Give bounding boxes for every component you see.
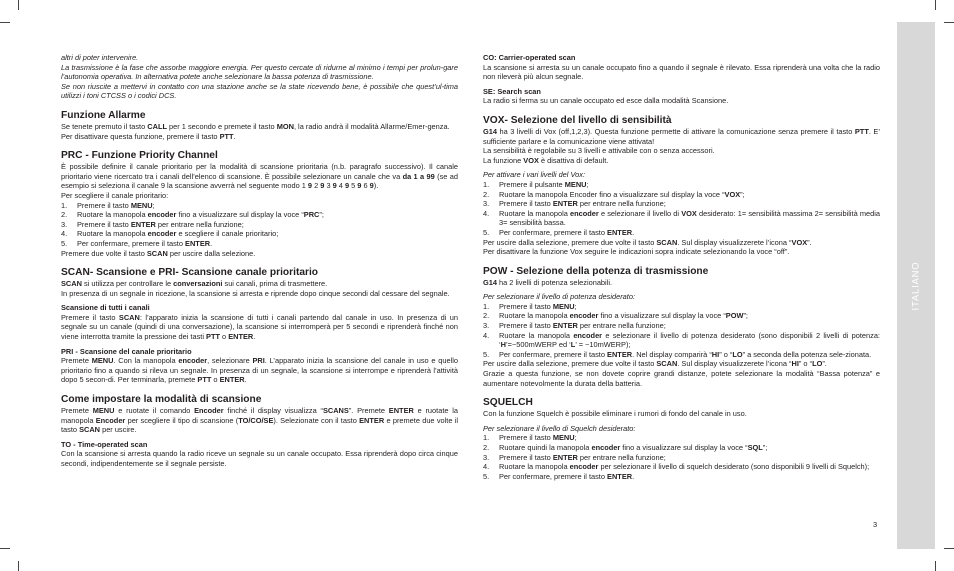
crop-mark	[18, 561, 19, 571]
section-title-pow: POW - Selezione della potenza di trasmissione	[483, 265, 709, 277]
list-item: 3. Premere il tasto ENTER per entrare nella funzione;	[483, 321, 666, 331]
list-item: 3. Premere il tasto ENTER per entrare nella funzione;	[483, 452, 666, 462]
alarm-paragraph: Se tenete premuto il tasto CALL per 1 secondo e premete il tasto MON, la radio andrà il modalità Allarme/Emer-genza.	[61, 121, 450, 131]
section-title-alarm: Funzione Allarme	[61, 109, 146, 121]
vox-paragraph: La funzione VOX è disattiva di default.	[483, 155, 609, 165]
subsection-title: SE: Search scan	[483, 86, 541, 96]
section-title-scan-mode: Come impostare la modalità di scansione	[61, 394, 262, 406]
list-item: 2. Ruotare la manopola encoder fino a visualizzare sul display la voce “PRC”;	[61, 210, 324, 220]
scan-paragraph: SCAN si utilizza per controllare le conversazioni sui canali, prima di trasmettere.	[61, 279, 328, 289]
crop-mark	[18, 0, 19, 10]
alarm-paragraph: Per disattivare questa funzione, premere il tasto PTT.	[61, 131, 236, 141]
section-title-scan: SCAN- Scansione e PRI- Scansione canale prioritario	[61, 267, 319, 279]
list-item: 3. Premere il tasto ENTER per entrare nella funzione;	[483, 199, 666, 209]
intro-paragraph: La trasmissione è la fase che assorbe maggiore energia. Per questo cercate di ridurne al minimo i tempi per prolun-gare l’autonomia operativa. In alternativa potete anche selezionare la bassa potenza di trasmissione.	[61, 62, 458, 82]
pow-exit: Per uscire dalla selezione, premere due volte il tasto SCAN. Sul display visualizzerete l’icona “HI” o “LO”.	[483, 359, 827, 369]
section-title-vox: VOX- Selezione del livello di sensibilità	[483, 114, 672, 126]
pow-lead: Per selezionare il livello di potenza desiderato:	[483, 292, 636, 302]
language-label: ITALIANO	[910, 261, 922, 310]
subsection-title: PRI - Scansione del canale prioritario	[61, 346, 192, 356]
list-item: 2. Ruotare quindi la manopola encoder fino a visualizzare sul display la voce “SQL”;	[483, 443, 768, 452]
list-item: 5. Per confermare, premere il tasto ENTER. Nel display comparirà “HI” o “LO” a seconda della potenza sele-zionata.	[483, 349, 872, 359]
list-item: 2. Ruotare la manopola Encoder fino a visualizzare sul display la voce “VOX”;	[483, 189, 745, 199]
list-item: 1. Premere il tasto MENU;	[61, 200, 155, 210]
crop-mark	[935, 0, 936, 10]
list-item: 5. Per confermare, premere il tasto ENTER.	[483, 471, 635, 481]
intro-paragraph: Se non riuscite a mettervi in contatto con una stazione anche se la state ricevendo bene, è possibile che quest’ul-tima utilizzi i toni CTCSS o i codici DCS.	[61, 81, 458, 101]
list-item: 5. Per confermare, premere il tasto ENTER.	[483, 227, 635, 237]
crop-mark	[0, 22, 10, 23]
vox-paragraph: La sensibilità è regolabile su 3 livelli e attivabile con o senza accessori.	[483, 146, 715, 156]
language-side-tab	[897, 22, 935, 549]
squelch-lead: Per selezionare il livello di Squelch desiderato:	[483, 423, 636, 433]
page-number: 3	[873, 520, 878, 529]
list-item: 1. Premere il tasto MENU;	[483, 433, 577, 443]
crop-mark	[935, 561, 936, 571]
list-item: 1. Premere il tasto MENU;	[483, 301, 577, 311]
intro-line: altri di poter intervenire.	[61, 53, 139, 62]
right-column	[483, 53, 880, 481]
se-scan-paragraph: La radio si ferma su un canale occupato ed esce dalla modalità Scansione.	[483, 96, 729, 106]
vox-paragraph: G14 ha 3 livelli di Vox (off,1,2,3). Questa funzione permette di attivare la comunicazione senza premere il tasto PTT. E’ sufficiente parlare e la comunicazione viene attivata!	[483, 126, 880, 146]
pow-note: Grazie a questa funzione, se non dovete coprire grandi distanze, potete selezionare la modalità “Bassa potenza” e aumentare notevolmente la durata della batteria.	[483, 369, 880, 388]
scan-pri-paragraph: Premete MENU. Con la manopola encoder, selezionare PRI. L’apparato inizia la scansione del canale in uso e quello prioritario fino a quando si rileva un segnale. In presenza di un segnale, la scansione si interrompe e riprenderà l’attività dopo 5 secon-di. Per terminarla, premete PTT o ENTER.	[61, 356, 458, 385]
list-item: 3. Premere il tasto ENTER per entrare nella funzione;	[61, 219, 244, 229]
list-item: 4. Ruotare la manopola encoder e selezionare il livello di potenza desiderato (sono disponibili 2 livelli di potenza: ‘H’=~500mWERP ed ‘L’ = ~10mWERP);	[483, 330, 880, 350]
scan-paragraph: In presenza di un segnale in ricezione, la scansione si arresta e riprende dopo cinque secondi dal cessare del segnale.	[61, 288, 450, 298]
subsection-title: TO - Time-operated scan	[61, 439, 148, 449]
co-scan-paragraph: La scansione si arresta su un canale occupato fino a quando il segnale è rilevato. Essa riprenderà una volta che la radio non rileverà più alcun segnale.	[483, 62, 880, 82]
pow-steps	[483, 302, 880, 360]
priority-lead: Per scegliere il canale prioritario:	[61, 190, 169, 200]
list-item: 4. Ruotare la manopola encoder e selezionare il livello di VOX desiderato: 1= sensibilità massima 2= sensibilità media 3= sensibilità bassa.	[483, 208, 881, 228]
crop-mark	[944, 548, 954, 549]
list-item: 1. Premere il pulsante MENU;	[483, 179, 589, 189]
list-item: 4. Ruotare la manopola encoder e scegliere il canale prioritario;	[61, 229, 279, 239]
section-title-squelch: SQUELCH	[483, 397, 533, 409]
vox-disable: Per disattivare la funzione Vox seguire le indicazioni sopra indicate selezionando la voce “off”.	[483, 247, 790, 257]
priority-steps	[61, 201, 458, 249]
squelch-paragraph: Con la funzione Squelch è possibile eliminare i rumori di fondo del canale in uso.	[483, 409, 747, 419]
subsection-title: CO: Carrier-operated scan	[483, 53, 576, 62]
squelch-steps	[483, 433, 880, 481]
crop-mark	[0, 548, 10, 549]
vox-exit: Per uscire dalla selezione, premere due volte il tasto SCAN. Sul display visualizzerete l’icona “VOX”.	[483, 237, 812, 247]
crop-mark	[944, 22, 954, 23]
scan-all-paragraph: Premere il tasto SCAN: l’apparato inizia la scansione di tutti i canali partendo dal canale in uso. In presenza di un segnale su un canale (quindi di una conversazione), la scansione si interromperà per 5 secondi e riprenderà finché non viene interrotta tramite la pressione dei tasti PTT o ENTER.	[61, 312, 458, 342]
vox-lead: Per attivare i vari livelli del Vox:	[483, 170, 585, 180]
to-scan-paragraph: Con la scansione si arresta quando la radio riceve un segnale su un canale occupato. Essa riprenderà dopo circa cinque secondi, indipendentemente se il segnale persiste.	[61, 449, 458, 468]
pow-paragraph: G14 ha 2 livelli di potenza selezionabili.	[483, 277, 613, 287]
left-column	[61, 53, 458, 469]
vox-steps	[483, 180, 880, 238]
list-item: 5. Per confermare, premere il tasto ENTER.	[61, 238, 213, 248]
list-item: 2. Ruotare la manopola encoder fino a visualizzare sul display la voce “POW”;	[483, 311, 748, 321]
section-title-priority: PRC - Funzione Priority Channel	[61, 150, 218, 162]
scan-mode-paragraph: Premete MENU e ruotate il comando Encoder finché il display visualizza “SCANS”. Premete ENTER e ruotate la manopola Encoder per scegliere il tipo di scansione (TO/CO/SE). Selezionate con il tasto ENTER e premete due volte il tasto SCAN per uscire.	[61, 406, 458, 435]
priority-exit: Premere due volte il tasto SCAN per uscire dalla selezione.	[61, 248, 256, 258]
list-item: 4. Ruotare la manopola encoder per selezionare il livello di squelch desiderato (sono disponibili 9 livelli di Squelch);	[483, 462, 870, 472]
priority-paragraph: È possibile definire il canale prioritario per la modalità di scansione prioritaria (n.b. paragrafo successivo). Il canale prioritario viene ricercato tra i canali dell’elenco di scansione. È possibile selezionare un canale che va da 1 a 99 (se ad esempio si seleziona il canale 9 la scansione avverrà nel seguente modo 1 9 2 9 3 9 4 9 5 9 6 9).	[61, 162, 458, 191]
subsection-title: Scansione di tutti i canali	[61, 303, 150, 313]
